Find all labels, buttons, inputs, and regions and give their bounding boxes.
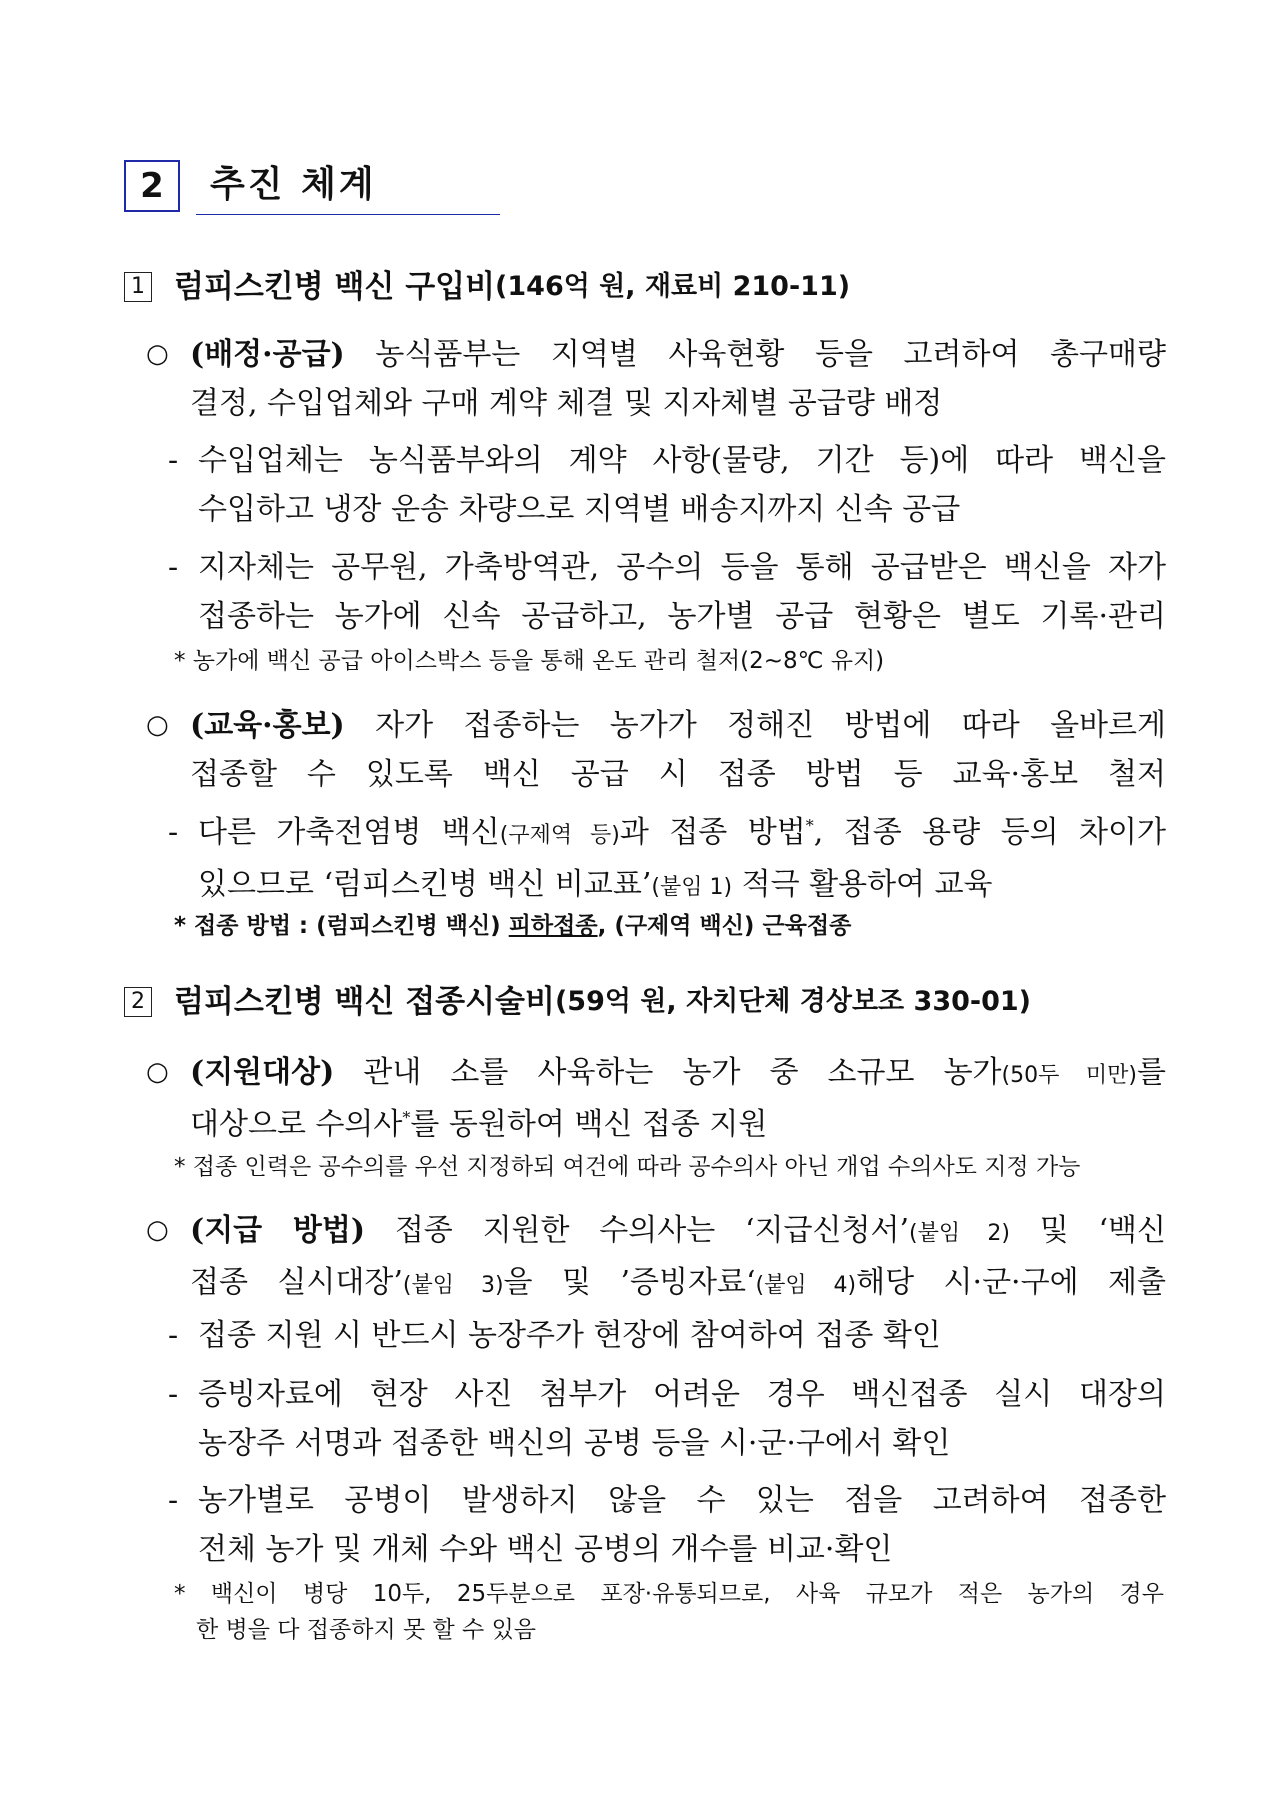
dash-line: 증빙자료에 현장 사진 첨부가 어려운 경우 백신접종 실시 대장의: [198, 1377, 1166, 1412]
dash-line: 전체 농가 및 개체 수와 백신 공병의 개수를 비교·확인: [198, 1532, 893, 1567]
footnote-temperature: * 농가에 백신 공급 아이스박스 등을 통해 온도 관리 철저(2~8℃ 유지): [174, 648, 885, 674]
circle-bullet-icon: ○: [146, 1215, 169, 1245]
bullet-text: 농식품부는 지역별 사육현황 등을 고려하여 총구매량: [375, 337, 1166, 372]
text: (붙임 3): [402, 1273, 504, 1298]
bullet-allocation-supply: [146, 330, 1166, 428]
text: * 백신이 병당 10두, 25두분으로 포장·유통되므로, 사육 규모가 적은 농가의 경우: [174, 1581, 1164, 1607]
dash-item-local-gov: [168, 543, 1166, 641]
dash-bullet-icon: -: [168, 1318, 179, 1353]
dash-line: 농가별로 공병이 발생하지 않을 수 있는 점을 고려하여 접종한: [198, 1483, 1166, 1518]
footnote-packaging: [174, 1576, 1164, 1648]
circle-bullet-icon: ○: [146, 1057, 169, 1087]
bullet-line: [190, 1206, 1166, 1258]
subsection-1-spec: (146억 원, 재료비 210-11): [495, 271, 851, 302]
bullet-text: 자가 접종하는 농가가 정해진 방법에 따라 올바르게: [375, 708, 1167, 743]
subsection-1-title: 럼피스킨병 백신 구입비: [174, 269, 496, 305]
text: (붙임 1): [651, 875, 733, 900]
dash-bullet-icon: -: [168, 815, 179, 850]
section-underline: [196, 214, 500, 215]
circle-bullet-icon: ○: [146, 339, 169, 369]
text: 을 및 ’증빙자료‘: [503, 1265, 756, 1300]
text: (붙임 2): [908, 1221, 1010, 1246]
text: (붙임 4): [755, 1273, 857, 1298]
dash-line: 접종하는 농가에 신속 공급하고, 농가별 공급 현황은 별도 기록·관리: [198, 599, 1166, 634]
bullet-payment-method: [146, 1206, 1166, 1310]
text: 를 동원하여 백신 접종 지원: [410, 1107, 768, 1142]
dash-line: [198, 860, 1166, 912]
text: 접종 지원한 수의사는 ‘지급신청서’: [394, 1213, 909, 1248]
dash-line: 농장주 서명과 접종한 백신의 공병 등을 시·군·구에서 확인: [198, 1426, 951, 1461]
section-number: 2: [124, 160, 180, 212]
subsection-2-heading: [124, 981, 1031, 1023]
subsection-2-title: 럼피스킨병 백신 접종시술비: [174, 984, 555, 1020]
text: 대상으로 수의사: [190, 1107, 403, 1142]
bullet-line: [190, 330, 1166, 379]
footnote-marker: *: [402, 1108, 411, 1127]
dash-bullet-icon: -: [168, 550, 179, 585]
dash-line: [198, 808, 1166, 860]
dash-line: 접종 지원 시 반드시 농장주가 현장에 참여하여 접종 확인: [198, 1318, 941, 1353]
bullet-line: [190, 1100, 1166, 1149]
circle-bullet-icon: ○: [146, 710, 169, 740]
text: * 접종 인력은 공수의를 우선 지정하되 여건에 따라 공수의사 아닌 개업 수의사도 지정 가능: [174, 1154, 1081, 1180]
dash-bullet-icon: -: [168, 1377, 179, 1412]
text: 를: [1137, 1055, 1166, 1090]
bullet-heading: (지급 방법): [190, 1213, 366, 1248]
bullet-line: 접종할 수 있도록 백신 공급 시 접종 방법 등 교육·홍보 철저: [190, 757, 1166, 792]
text: 있으므로 ‘럼피스킨병 백신 비교표’: [198, 867, 652, 902]
text: 및 ‘백신: [1009, 1213, 1166, 1248]
footnote-marker: *: [805, 816, 814, 835]
text: , (구제역 백신) 근육접종: [597, 913, 852, 939]
subsection-2-spec: (59억 원, 자치단체 경상보조 330-01): [554, 986, 1032, 1017]
text: (구제역 등): [499, 823, 620, 848]
dash-item-evidence: [168, 1370, 1166, 1468]
subsection-1-heading: [124, 266, 850, 308]
dash-item-owner-confirm: [168, 1311, 1166, 1360]
bullet-education-promotion: [146, 701, 1166, 799]
section-title: 추진 체계: [210, 164, 377, 205]
text: 관내 소를 사육하는 농가 중 소규모 농가: [363, 1055, 1002, 1090]
text: 해당 시·군·구에 제출: [856, 1265, 1167, 1300]
text: (50두 미만): [1001, 1063, 1137, 1088]
text: 피하접종: [508, 913, 598, 939]
dash-item-empty-bottles: [168, 1476, 1166, 1574]
dash-line: 수입업체는 농식품부와의 계약 사항(물량, 기간 등)에 따라 백신을: [198, 443, 1166, 478]
text: 적극 활용하여 교육: [732, 867, 993, 902]
dash-line: 수입하고 냉장 운송 차량으로 지역별 배송지까지 신속 공급: [198, 492, 961, 527]
bullet-heading: (지원대상): [190, 1055, 335, 1090]
text: , 접종 용량 등의 차이가: [813, 815, 1166, 850]
bullet-support-target: [146, 1048, 1166, 1149]
bullet-heading: (배정·공급): [190, 337, 345, 372]
subsection-1-number: 1: [124, 272, 152, 302]
dash-line: 지자체는 공무원, 가축방역관, 공수의 등을 통해 공급받은 백신을 자가: [198, 550, 1166, 585]
text: * 접종 방법 : (럼피스킨병 백신): [174, 913, 509, 939]
bullet-line: [190, 1048, 1166, 1100]
dash-item-importer: [168, 436, 1166, 534]
subsection-2-number: 2: [124, 987, 152, 1017]
dash-bullet-icon: -: [168, 1483, 179, 1518]
footnote-injection-method: [174, 908, 851, 944]
bullet-line: 결정, 수입업체와 구매 계약 체결 및 지자체별 공급량 배정: [190, 386, 943, 421]
dash-item-comparison: [168, 808, 1166, 912]
bullet-line: [190, 1258, 1166, 1310]
text: 과 접종 방법: [619, 815, 806, 850]
text: 접종 실시대장’: [190, 1265, 403, 1300]
bullet-line: [190, 701, 1166, 750]
dash-bullet-icon: -: [168, 443, 179, 478]
bullet-heading: (교육·홍보): [190, 708, 345, 743]
footnote-vet-personnel: [174, 1149, 1164, 1185]
text: 다른 가축전염병 백신: [198, 815, 500, 850]
text: 한 병을 다 접종하지 못 할 수 있음: [196, 1617, 537, 1643]
